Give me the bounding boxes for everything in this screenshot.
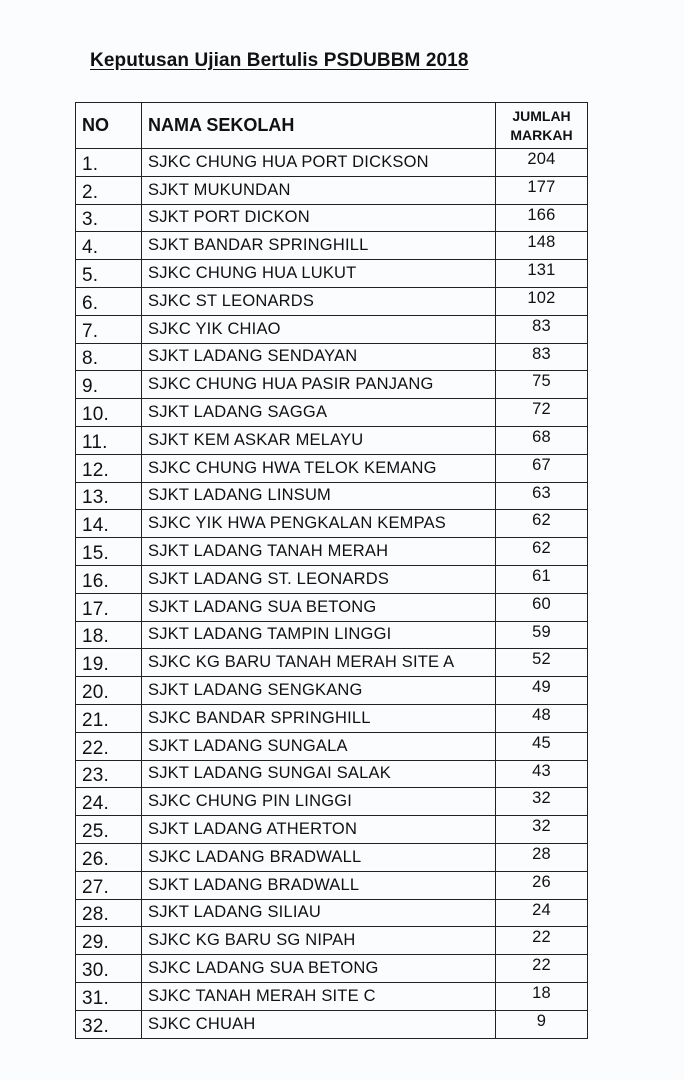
row-number: 28. (76, 899, 142, 927)
total-marks: 177 (496, 176, 588, 204)
total-marks: 63 (496, 482, 588, 510)
total-marks: 24 (496, 899, 588, 927)
table-row (76, 538, 588, 566)
table-row (76, 593, 588, 621)
table-row (76, 454, 588, 482)
row-number: 20. (76, 677, 142, 705)
school-name: SJKT LADANG SUNGAI SALAK (142, 760, 496, 788)
school-name: SJKC CHUNG HUA PORT DICKSON (142, 149, 496, 177)
total-marks: 49 (496, 677, 588, 705)
school-name: SJKC CHUAH (142, 1010, 496, 1038)
school-name: SJKT LADANG ST. LEONARDS (142, 565, 496, 593)
table-row (76, 732, 588, 760)
header-row (76, 103, 588, 149)
row-number: 11. (76, 426, 142, 454)
school-name: SJKT LADANG SILIAU (142, 899, 496, 927)
row-number: 24. (76, 788, 142, 816)
school-name: SJKT LADANG ATHERTON (142, 816, 496, 844)
table-row (76, 788, 588, 816)
row-number: 31. (76, 982, 142, 1010)
school-name: SJKC CHUNG HWA TELOK KEMANG (142, 454, 496, 482)
table-body (76, 149, 588, 1039)
total-marks: 60 (496, 593, 588, 621)
row-number: 18. (76, 621, 142, 649)
total-marks: 148 (496, 232, 588, 260)
table-row (76, 982, 588, 1010)
total-marks: 59 (496, 621, 588, 649)
total-marks: 204 (496, 149, 588, 177)
total-marks: 18 (496, 982, 588, 1010)
row-number: 23. (76, 760, 142, 788)
table-row (76, 232, 588, 260)
row-number: 16. (76, 565, 142, 593)
total-marks: 28 (496, 843, 588, 871)
school-name: SJKT LADANG SENGKANG (142, 677, 496, 705)
school-name: SJKT PORT DICKON (142, 204, 496, 232)
school-name: SJKT LADANG BRADWALL (142, 871, 496, 899)
total-marks: 22 (496, 927, 588, 955)
school-name: SJKC LADANG BRADWALL (142, 843, 496, 871)
table-row (76, 955, 588, 983)
school-name: SJKC YIK HWA PENGKALAN KEMPAS (142, 510, 496, 538)
total-marks: 62 (496, 510, 588, 538)
school-name: SJKT LADANG SUA BETONG (142, 593, 496, 621)
total-marks: 22 (496, 955, 588, 983)
table-header (76, 103, 588, 149)
total-marks: 61 (496, 565, 588, 593)
row-number: 8. (76, 343, 142, 371)
table-row (76, 176, 588, 204)
school-name: SJKT LADANG TAMPIN LINGGI (142, 621, 496, 649)
school-name: SJKC KG BARU SG NIPAH (142, 927, 496, 955)
row-number: 2. (76, 176, 142, 204)
total-marks: 68 (496, 426, 588, 454)
total-marks: 72 (496, 399, 588, 427)
total-marks: 9 (496, 1010, 588, 1038)
school-name: SJKT BANDAR SPRINGHILL (142, 232, 496, 260)
row-number: 12. (76, 454, 142, 482)
total-marks: 26 (496, 871, 588, 899)
table-row (76, 399, 588, 427)
row-number: 10. (76, 399, 142, 427)
table-row (76, 871, 588, 899)
school-name: SJKC ST LEONARDS (142, 287, 496, 315)
row-number: 15. (76, 538, 142, 566)
school-name: SJKC BANDAR SPRINGHILL (142, 704, 496, 732)
table-row (76, 649, 588, 677)
table-row (76, 482, 588, 510)
table-row (76, 816, 588, 844)
school-name: SJKT LADANG SENDAYAN (142, 343, 496, 371)
school-name: SJKC CHUNG HUA LUKUT (142, 260, 496, 288)
row-number: 9. (76, 371, 142, 399)
row-number: 27. (76, 871, 142, 899)
row-number: 19. (76, 649, 142, 677)
table-row (76, 204, 588, 232)
row-number: 21. (76, 704, 142, 732)
table-row (76, 927, 588, 955)
results-table (75, 102, 588, 1039)
table-row (76, 760, 588, 788)
table-row (76, 677, 588, 705)
row-number: 30. (76, 955, 142, 983)
row-number: 1. (76, 149, 142, 177)
total-marks: 45 (496, 732, 588, 760)
school-name: SJKC LADANG SUA BETONG (142, 955, 496, 983)
row-number: 3. (76, 204, 142, 232)
row-number: 14. (76, 510, 142, 538)
table-row (76, 149, 588, 177)
total-marks: 62 (496, 538, 588, 566)
header-total-marks: JUMLAH MARKAH (496, 103, 588, 149)
total-marks: 48 (496, 704, 588, 732)
page-title: Keputusan Ujian Bertulis PSDUBBM 2018 (90, 50, 469, 71)
row-number: 26. (76, 843, 142, 871)
table-row (76, 371, 588, 399)
school-name: SJKT MUKUNDAN (142, 176, 496, 204)
table-row (76, 704, 588, 732)
row-number: 5. (76, 260, 142, 288)
row-number: 17. (76, 593, 142, 621)
school-name: SJKT LADANG LINSUM (142, 482, 496, 510)
total-marks: 43 (496, 760, 588, 788)
table-row (76, 565, 588, 593)
header-no: NO (76, 103, 142, 149)
total-marks: 131 (496, 260, 588, 288)
total-marks: 32 (496, 816, 588, 844)
school-name: SJKT LADANG SAGGA (142, 399, 496, 427)
table-row (76, 315, 588, 343)
row-number: 22. (76, 732, 142, 760)
total-marks: 102 (496, 287, 588, 315)
row-number: 32. (76, 1010, 142, 1038)
table-row (76, 260, 588, 288)
table-row (76, 426, 588, 454)
total-marks: 75 (496, 371, 588, 399)
total-marks: 83 (496, 343, 588, 371)
table-row (76, 510, 588, 538)
row-number: 6. (76, 287, 142, 315)
total-marks: 166 (496, 204, 588, 232)
total-marks: 52 (496, 649, 588, 677)
school-name: SJKT KEM ASKAR MELAYU (142, 426, 496, 454)
school-name: SJKC KG BARU TANAH MERAH SITE A (142, 649, 496, 677)
table-row (76, 899, 588, 927)
row-number: 4. (76, 232, 142, 260)
school-name: SJKC CHUNG PIN LINGGI (142, 788, 496, 816)
row-number: 25. (76, 816, 142, 844)
row-number: 13. (76, 482, 142, 510)
total-marks: 67 (496, 454, 588, 482)
row-number: 7. (76, 315, 142, 343)
row-number: 29. (76, 927, 142, 955)
table-row (76, 1010, 588, 1038)
school-name: SJKT LADANG TANAH MERAH (142, 538, 496, 566)
total-marks: 83 (496, 315, 588, 343)
table-row (76, 287, 588, 315)
school-name: SJKC TANAH MERAH SITE C (142, 982, 496, 1010)
header-school-name: NAMA SEKOLAH (142, 103, 496, 149)
table-row (76, 843, 588, 871)
school-name: SJKC YIK CHIAO (142, 315, 496, 343)
table-row (76, 621, 588, 649)
total-marks: 32 (496, 788, 588, 816)
table-row (76, 343, 588, 371)
school-name: SJKC CHUNG HUA PASIR PANJANG (142, 371, 496, 399)
school-name: SJKT LADANG SUNGALA (142, 732, 496, 760)
